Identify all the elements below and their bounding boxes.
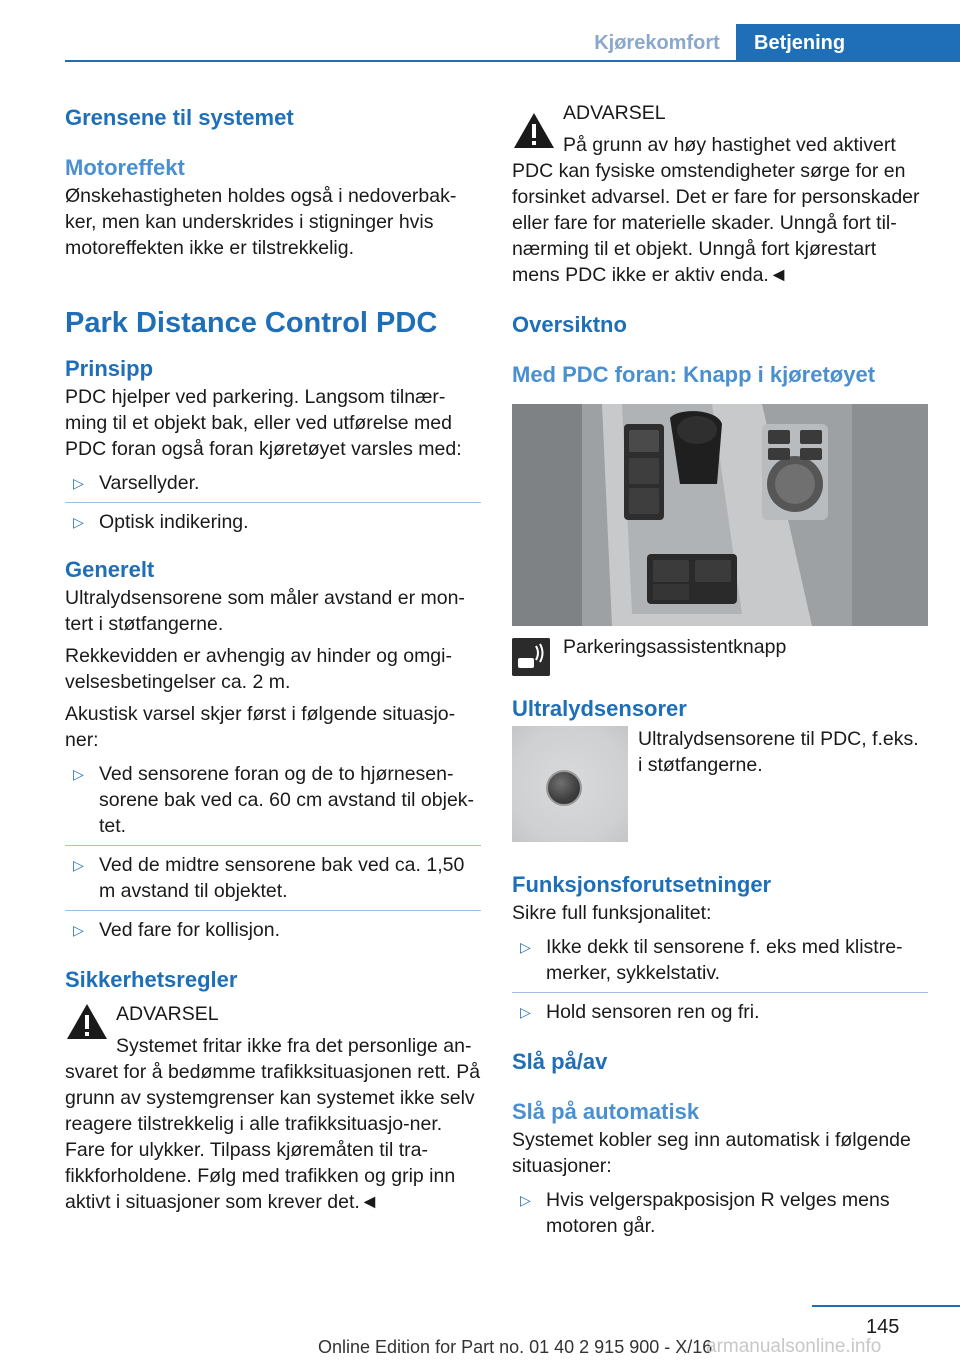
list-item: ▷ Hold sensoren ren og fri.: [520, 1001, 760, 1023]
divider: [512, 992, 928, 993]
bullet-list-slaa: [512, 1187, 928, 1239]
left-column: [65, 100, 481, 1215]
triangle-bullet-icon: ▷: [520, 939, 531, 955]
text-funksjon: Sikre full funksjonalitet:: [512, 902, 712, 924]
text-generelt-3: Akustisk varsel skjer først i følgende situasjo-ner:: [65, 703, 456, 751]
triangle-bullet-icon: ▷: [520, 1192, 531, 1208]
sensor-photo: [512, 726, 628, 842]
heading-sikkerhetsregler: Sikkerhetsregler: [65, 967, 238, 992]
warning-box: [65, 1001, 481, 1215]
list-item: ▷ Ved de midtre sensorene bak ved ca. 1,50 m avstand til objektet.: [73, 854, 465, 902]
heading-ultralydsensorer: Ultralydsensorer: [512, 696, 687, 721]
warning-text: svaret for å bedømme trafikksituasjonen rett. På grunn av systemgrenser kan systemet ikke selv reagere tilstrekkelig i alle trafikksituasjo-ner. Fare for ulykker. Tilpass kjøremåten til tra-fikkforholdene. Følg med trafikken og grip inn aktivt i situasjoner som krever det.◄: [65, 1061, 481, 1213]
triangle-bullet-icon: ▷: [73, 857, 84, 873]
edition-note: Online Edition for Part no. 01 40 2 915 900 - X/16: [318, 1337, 713, 1357]
triangle-bullet-icon: ▷: [73, 922, 84, 938]
warning-text: PDC kan fysiske omstendigheter sørge for en forsinket advarsel. Det er fare for personskader eller fare for materielle skader. Unngå fort til-nærming til et objekt. Unngå fort kjørestart mens PDC ikke er aktiv enda.◄: [512, 160, 920, 286]
parking-assistant-icon: [512, 638, 550, 676]
warning-triangle-icon: [65, 1001, 109, 1041]
list-item: ▷ Hvis velgerspakposisjon R velges mens motoren går.: [520, 1189, 890, 1237]
list-item: ▷ Ved sensorene foran og de to hjørnesen-sorene bak ved ca. 60 cm avstand til objek-tet.: [73, 763, 475, 837]
warning-text-first: Systemet fritar ikke fra det personlige an-: [116, 1035, 472, 1057]
triangle-bullet-icon: ▷: [73, 475, 84, 491]
warning-box: [512, 100, 928, 288]
warning-text-first: På grunn av høy hastighet ved aktivert: [563, 134, 896, 156]
sensor-icon: [546, 770, 582, 806]
triangle-bullet-icon: ▷: [73, 766, 84, 782]
header-rule: [65, 60, 960, 62]
heading-generelt: Generelt: [65, 557, 155, 582]
heading-pdc: Park Distance Control PDC: [65, 307, 438, 339]
warning-triangle-icon: [512, 110, 556, 150]
heading-slaa-paa-av: Slå på/av: [512, 1049, 608, 1074]
heading-grensene: Grensene til systemet: [65, 105, 294, 130]
warning-title: ADVARSEL: [116, 1003, 219, 1025]
text-ultralyd: Ultralydsensorene til PDC, f.eks. i støtfangerne.: [638, 728, 919, 776]
list-item: ▷ Optisk indikering.: [73, 511, 249, 533]
divider: [65, 910, 481, 911]
text-motoreffekt: Ønskehastigheten holdes også i nedoverbak-ker, men kan underskrides i stigninger hvis motoreffekten ikke er tilstrekkelig.: [65, 185, 457, 259]
triangle-bullet-icon: ▷: [520, 1004, 531, 1020]
text-generelt-1: Ultralydsensorene som måler avstand er mon-tert i støtfangerne.: [65, 587, 465, 635]
list-item: ▷ Ved fare for kollisjon.: [73, 919, 281, 941]
text-generelt-2: Rekkevidden er avhengig av hinder og omgi-velsesbetingelser ca. 2 m.: [65, 645, 452, 693]
warning-title: ADVARSEL: [563, 102, 666, 124]
tab-betjening[interactable]: Betjening: [736, 24, 960, 62]
divider: [65, 845, 481, 846]
list-item: ▷ Ikke dekk til sensorene f. eks med klistre-merker, sykkelstativ.: [520, 936, 903, 984]
tab-kjorekomfort[interactable]: Kjørekomfort: [594, 32, 720, 54]
heading-funksjonsforutsetninger: Funksjonsforutsetninger: [512, 872, 772, 897]
heading-motoreffekt: Motoreffekt: [65, 155, 185, 180]
heading-pdc-foran: Med PDC foran: Knapp i kjøretøyet: [512, 362, 876, 387]
legend-row: [512, 626, 928, 668]
sensor-block: [512, 726, 928, 856]
footer-rule: [812, 1305, 960, 1307]
legend-label: Parkeringsassistentknapp: [563, 636, 787, 658]
center-console-photo: [512, 404, 928, 626]
triangle-bullet-icon: ▷: [73, 514, 84, 530]
bullet-list-generelt: [65, 761, 481, 943]
console-illustration: [512, 404, 928, 626]
divider: [65, 502, 481, 503]
heading-oversikt: Oversiktno: [512, 312, 627, 337]
page-number: 145: [866, 1316, 900, 1338]
heading-slaa-automatisk: Slå på automatisk: [512, 1099, 700, 1124]
list-item: ▷ Varsellyder.: [73, 472, 200, 494]
right-column: [512, 100, 928, 1239]
bullet-list-funksjon: [512, 934, 928, 1025]
heading-prinsipp: Prinsipp: [65, 356, 154, 381]
text-prinsipp: PDC hjelper ved parkering. Langsom tilnær-ming til et objekt bak, eller ved utførelse med PDC foran også foran kjøretøyet varsles med:: [65, 386, 462, 460]
watermark: armanualsonline.info: [706, 1336, 882, 1357]
bullet-list-prinsipp: [65, 470, 481, 535]
text-slaa-auto: Systemet kobler seg inn automatisk i følgende situasjoner:: [512, 1129, 911, 1177]
